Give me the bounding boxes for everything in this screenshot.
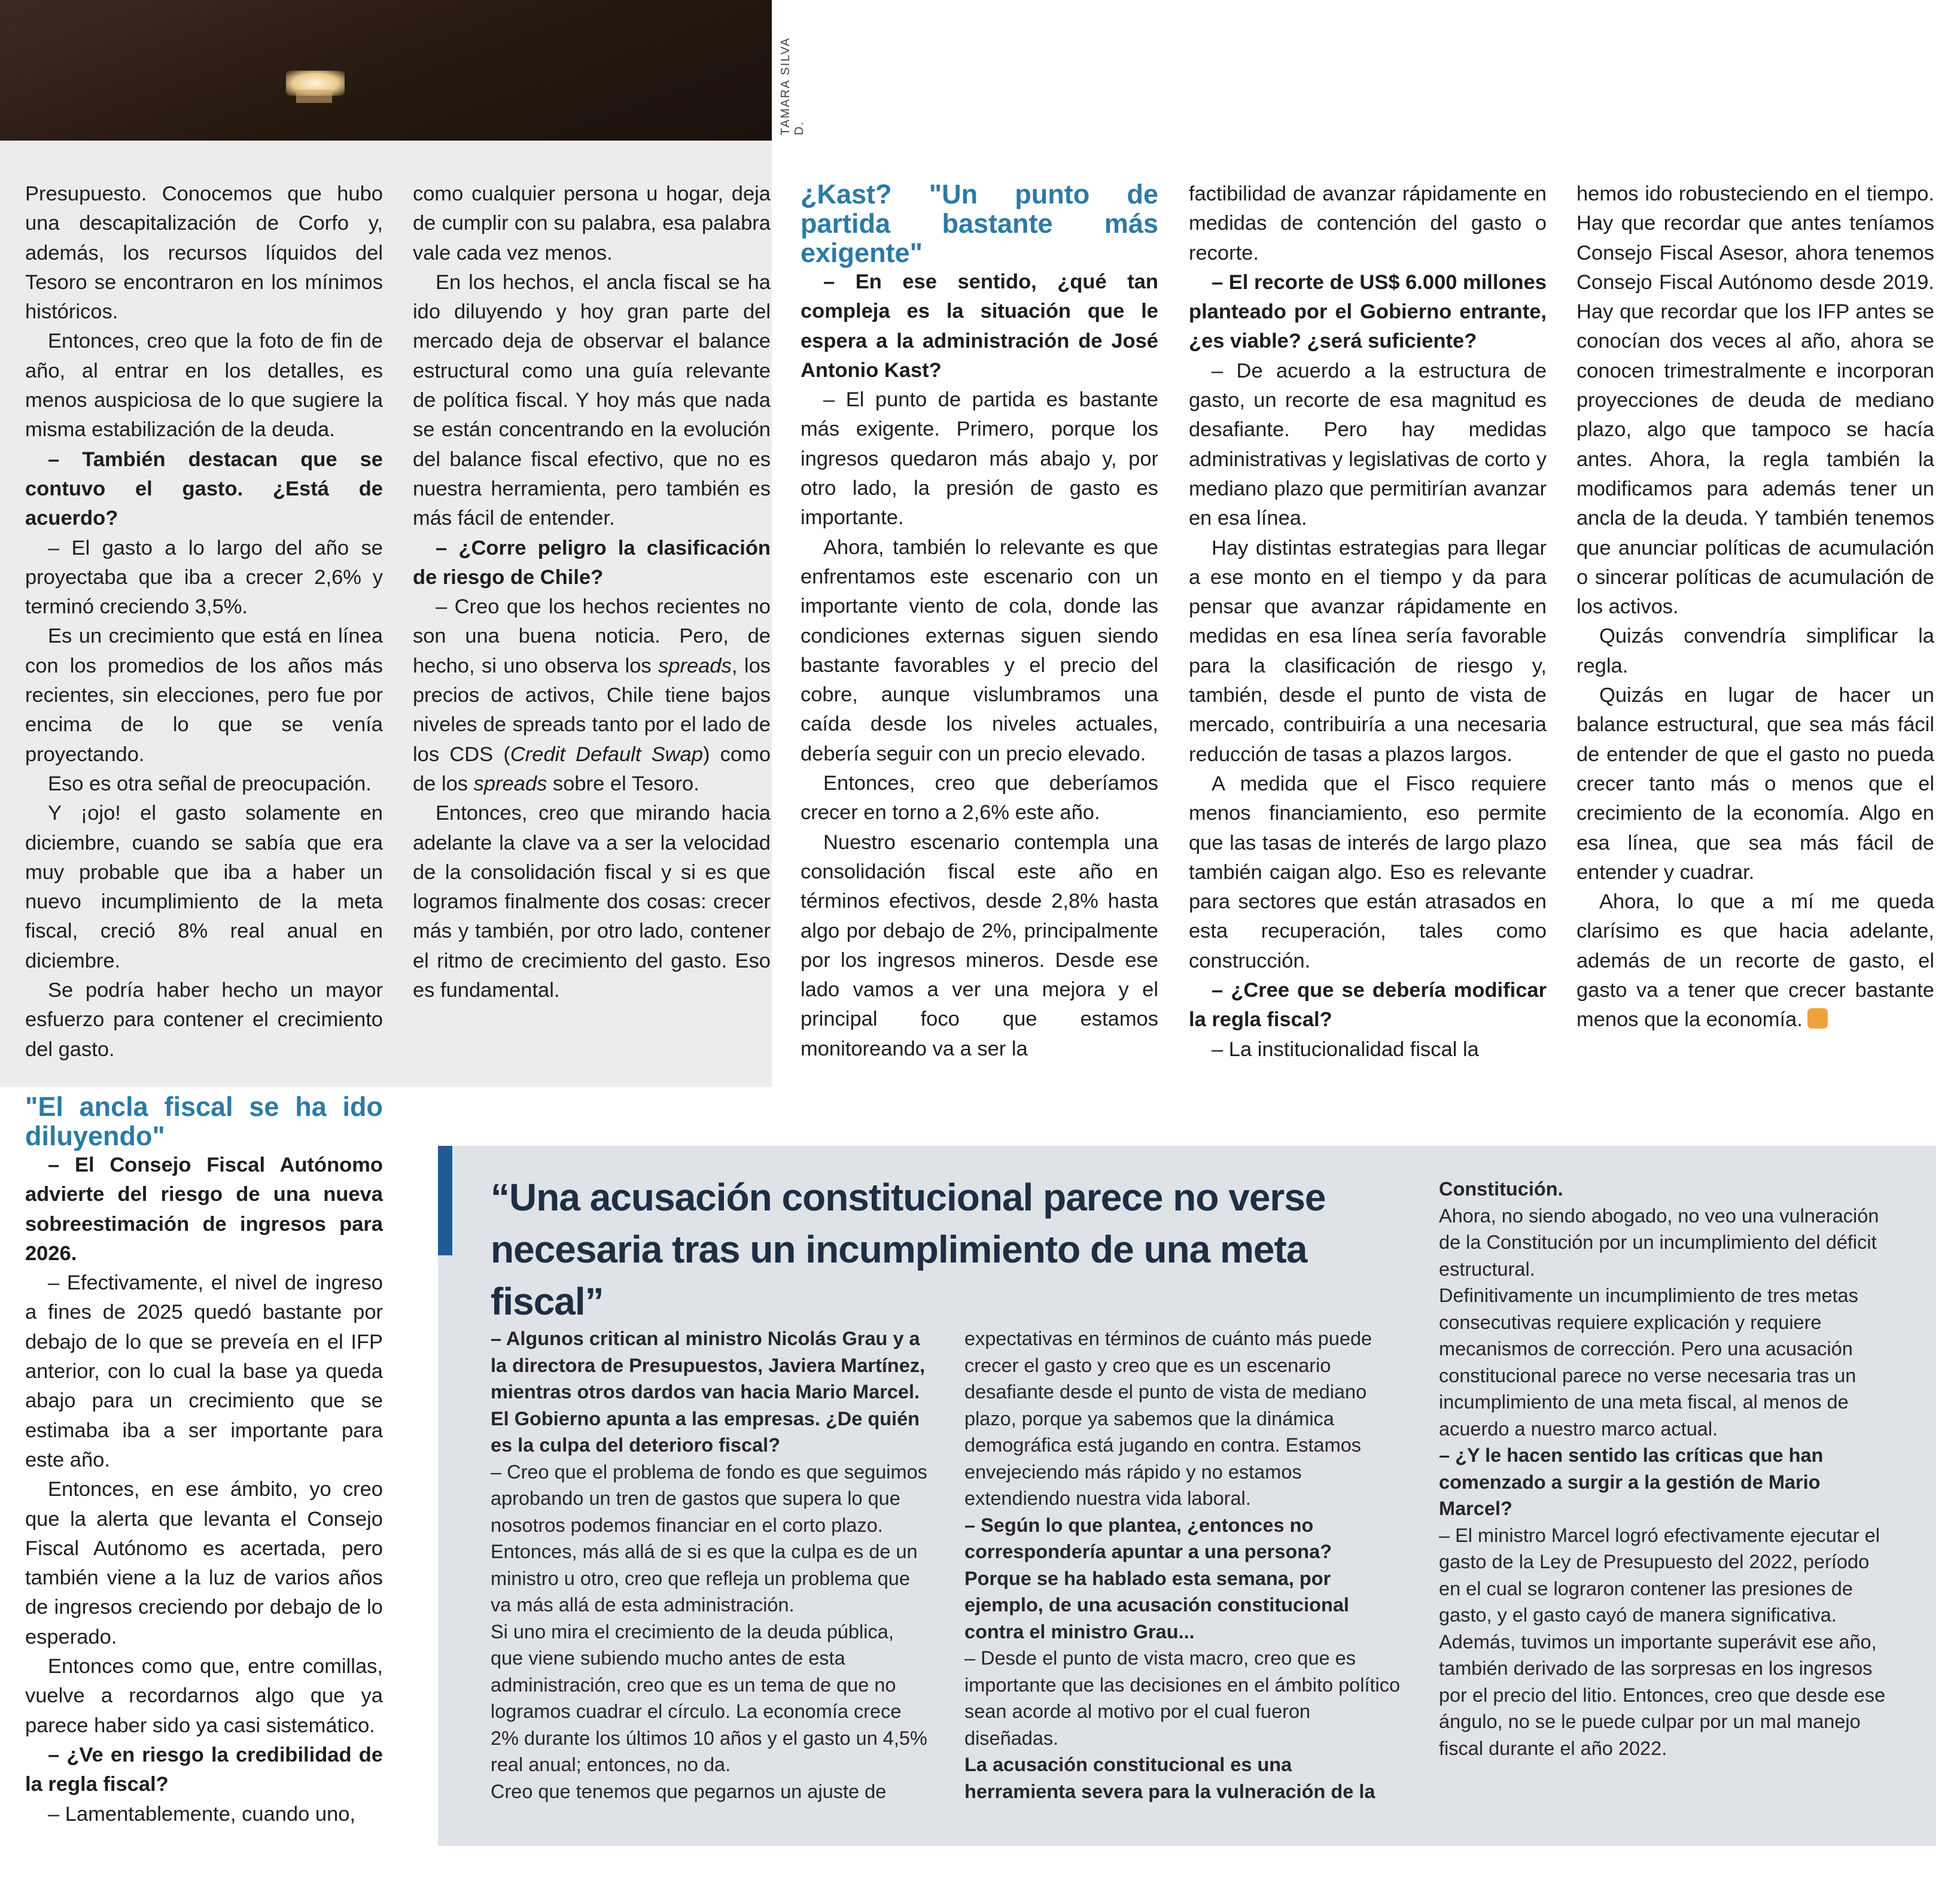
paragraph: Entonces como que, entre comillas, vuelve a recordarnos algo que ya parece haber sido ya casi sistemático. <box>25 1655 383 1737</box>
box-column-3 <box>1439 1176 1894 1762</box>
paragraph: – La institucionalidad fiscal la <box>1212 1038 1479 1061</box>
paragraph: – El ministro Marcel logró efectivamente ejecutar el gasto de la Ley de Presupuesto del 2022, período en el cual se lograron contener las presiones de gasto, y el gasto cayó de manera significativa. Además, tuvimos un importante superávit ese año, también derivado de las sorpresas en los ingresos por el precio del litio. Entonces, creo que desde ese ángulo, no se le puede culpar por un mal manejo fiscal durante el año 2022. <box>1439 1524 1886 1759</box>
question: – También destacan que se contuvo el gasto. ¿Está de acuerdo? <box>25 448 383 530</box>
article-photo <box>0 0 772 141</box>
paragraph: En los hechos, el ancla fiscal se ha ido diluyendo y hoy gran parte del mercado deja de observar el balance estructural como una guía relevante de política fiscal. Y hoy más que nada se están concentrando en la evolución del balance fiscal efectivo, que no es nuestra herramienta, pero también es más fácil de entender. <box>413 270 771 530</box>
column-3 <box>801 180 1158 1064</box>
paragraph: Ahora, también lo relevante es que enfrentamos este escenario con un importante viento de cola, donde las condiciones externas siguen siendo bastante favorables y el precio del cobre, aunque vislumbramos una caída desde los niveles actuales, debería seguir con un precio elevado. <box>801 536 1158 765</box>
paragraph: A medida que el Fisco requiere menos financiamiento, eso permite que las tasas de interés de largo plazo también caigan algo. Eso es relevante para sectores que están atrasados en esta recuperación, tales como construcción. <box>1189 772 1547 972</box>
paragraph: – Creo que los hechos recientes no son una buena noticia. Pero, de hecho, si uno observa los spreads, los precios de activos, Chile tiene bajos niveles de spreads tanto por el lado de los CDS (Credit Default Swap) como de los spreads sobre el Tesoro. <box>413 595 771 795</box>
paragraph: Es un crecimiento que está en línea con los promedios de los años más recientes, sin elecciones, pero fue por encima de lo que se venía proyectando. <box>25 625 383 766</box>
question: – ¿Y le hacen sentido las críticas que han comenzado a surgir a la gestión de Mario Marcel? <box>1439 1444 1824 1519</box>
paragraph: expectativas en términos de cuánto más puede crecer el gasto y creo que es un escenario desafiante desde el punto de vista de mediano plazo, porque ya sabemos que la dinámica demográfica está jugando en contra. Estamos envejeciendo más rápido y no estamos extendiendo nuestra vida laboral. <box>964 1328 1372 1509</box>
paragraph: Ahora, no siendo abogado, no veo una vulneración de la Constitución por un incumplimiento del déficit estructural. <box>1439 1204 1879 1280</box>
paragraph: factibilidad de avanzar rápidamente en medidas de contención del gasto o recorte. <box>1189 182 1547 264</box>
end-mark-icon <box>1807 1008 1828 1029</box>
column-4 <box>1189 180 1547 1064</box>
paragraph: Definitivamente un incumplimiento de tres metas consecutivas requiere explicación y requiere mecanismos de corrección. Pero una acusación constitucional parece no verse necesaria tras un incumplimiento de una meta fiscal, al menos de acuerdo a nuestro marco actual. <box>1439 1285 1858 1440</box>
headline-accent-bar <box>438 1146 452 1255</box>
column-1 <box>25 180 383 1064</box>
paragraph: Se podría haber hecho un mayor esfuerzo para contener el crecimiento del gasto. <box>25 979 383 1061</box>
box-column-2 <box>964 1325 1401 1805</box>
paragraph: Entonces, creo que mirando hacia adelante la clave va a ser la velocidad de la consolidación fiscal y si es que logramos finalmente dos cosas: crecer más y también, por otro lado, contener el ritmo de crecimiento del gasto. Eso es fundamental. <box>413 802 771 1002</box>
paragraph: Quizás en lugar de hacer un balance estructural, que sea más fácil de entender de que el gasto no pueda crecer tanto más o menos que el crecimiento de la economía. Algo en esa línea, que sea más fácil de entender y cuadrar. <box>1576 684 1934 884</box>
question: – Algunos critican al ministro Nicolás Grau y a la directora de Presupuestos, Javiera Martínez, mientras otros dardos van hacia Mario Marcel. El Gobierno apunta a las empresas. ¿De quién es la culpa del deterioro fiscal? <box>491 1328 926 1456</box>
paragraph: – Desde el punto de vista macro, creo que es importante que las decisiones en el ámbito político sean acorde al motivo por el cual fueron diseñadas. <box>964 1647 1401 1749</box>
paragraph: Entonces, en ese ámbito, yo creo que la alerta que levanta el Consejo Fiscal Autónomo es acertada, pero también viene a la luz de varios años de ingresos creciendo por debajo de lo esperado. <box>25 1478 383 1648</box>
column-6 <box>25 1092 383 1829</box>
question: – ¿Corre peligro la clasificación de riesgo de Chile? <box>413 536 771 589</box>
paragraph: – Lamentablemente, cuando uno, <box>48 1802 356 1826</box>
paragraph: – El gasto a lo largo del año se proyectaba que iba a crecer 2,6% y terminó creciendo 3,5%. <box>25 536 383 619</box>
paragraph: como cualquier persona u hogar, deja de cumplir con su palabra, esa palabra vale cada vez menos. <box>413 182 771 264</box>
paragraph: – Efectivamente, el nivel de ingreso a fines de 2025 quedó bastante por debajo de lo que se preveía en el IFP anterior, con lo cual la base ya queda abajo para un crecimiento que se estimaba iba a ser importante para este año. <box>25 1271 383 1471</box>
lamp-glow <box>296 90 332 103</box>
paragraph: hemos ido robusteciendo en el tiempo. Hay que recordar que antes teníamos Consejo Fiscal Asesor, ahora tenemos Consejo Fiscal Autónomo desde 2019. Hay que recordar que los IFP antes se conocían dos veces al año, ahora se conocen trimestralmente e incorporan proyecciones de deuda de mediano plazo, algo que tampoco se hacía antes. Ahora, la regla también la modificamos para además tener un ancla de la deuda. Y también tenemos que anunciar políticas de acumulación o sincerar políticas de acumulación de los activos. <box>1576 182 1934 619</box>
paragraph: Ahora, lo que a mí me queda clarísimo es que hacia adelante, además de un recorte de gasto, el gasto va a tener que crecer bastante menos que la economía.S <box>1576 887 1934 1035</box>
question: – El Consejo Fiscal Autónomo advierte del riesgo de una nueva sobreestimación de ingresos para 2026. <box>25 1154 383 1265</box>
paragraph: Hay distintas estrategias para llegar a ese monto en el tiempo y da para pensar que avanzar rápidamente en medidas en esa línea sería favorable para la clasificación de riesgo y, también, desde el punto de vista de mercado, contribuiría a una necesaria reducción de tasas a plazos largos. <box>1189 536 1547 766</box>
question: – ¿Ve en riesgo la credibilidad de la regla fiscal? <box>25 1743 383 1796</box>
question: – Según lo que plantea, ¿entonces no correspondería apuntar a una persona? Porque se ha hablado esta semana, por ejemplo, de una acusación constitucional contra el ministro Grau... <box>964 1514 1349 1642</box>
photo-credit: TAMARA SILVA D. <box>779 38 806 135</box>
box-headline: “Una acusación constitucional parece no verse necesaria tras un incumplimiento de una meta fiscal” <box>491 1176 1326 1323</box>
question: – El recorte de US$ 6.000 millones planteado por el Gobierno entrante, ¿es viable? ¿será suficiente? <box>1189 270 1547 353</box>
question: – En ese sentido, ¿qué tan compleja es la situación que le espera a la administración de José Antonio Kast? <box>801 270 1158 382</box>
paragraph: – Creo que el problema de fondo es que seguimos aprobando un tren de gastos que supera lo que nosotros podemos financiar en el corto plazo. <box>491 1461 927 1536</box>
paragraph: Eso es otra señal de preocupación. <box>48 772 372 795</box>
section-heading: "El ancla fiscal se ha ido diluyendo" <box>25 1091 383 1151</box>
paragraph: Si uno mira el crecimiento de la deuda pública, que viene subiendo mucho antes de esta administración, creo que es un tema de que no logramos cuadrar el círculo. La economía crece 2% durante los últimos 10 años y el gasto un 4,5% real anual; entonces, no da. <box>491 1620 927 1775</box>
paragraph: Entonces, creo que deberíamos crecer en torno a 2,6% este año. <box>801 772 1158 825</box>
paragraph: Entonces, creo que la foto de fin de año, al entrar en los detalles, es menos auspiciosa de lo que sugiere la misma estabilización de la deuda. <box>25 330 383 442</box>
paragraph: – De acuerdo a la estructura de gasto, un recorte de esa magnitud es desafiante. Pero hay medidas administrativas y legislativas de corto y mediano plazo que permitirían avanzar en esa línea. <box>1189 359 1547 530</box>
paragraph: Entonces, más allá de si es que la culpa es de un ministro u otro, creo que refleja un problema que va más allá de esta administración. <box>491 1541 918 1616</box>
paragraph: Nuestro escenario contempla una consolidación fiscal este año en términos efectivos, desde 2,8% hasta algo por debajo de 2%, principalmente por los ingresos mineros. Desde ese lado vamos a ver una mejora y el principal foco que estamos monitoreando va a ser la <box>801 831 1158 1060</box>
paragraph: Quizás convendría simplificar la regla. <box>1576 625 1934 677</box>
column-5 <box>1576 180 1934 1035</box>
question: Constitución. <box>1439 1178 1563 1200</box>
paragraph: Y ¡ojo! el gasto solamente en diciembre, cuando se sabía que era muy probable que iba a haber un nuevo incumplimiento de la meta fiscal, creció 8% real anual en diciembre. <box>25 802 383 972</box>
column-2 <box>413 180 771 1005</box>
paragraph: – El punto de partida es bastante más exigente. Primero, porque los ingresos quedaron más abajo y, por otro lado, la presión de gasto es importante. <box>801 388 1158 530</box>
paragraph: Presupuesto. Conocemos que hubo una descapitalización de Corfo y, además, los recursos líquidos del Tesoro se encontraron en los mínimos históricos. <box>25 182 383 324</box>
question: La acusación constitucional es una herramienta severa para la vulneración de la <box>964 1754 1375 1802</box>
question: – ¿Cree que se debería modificar la regla fiscal? <box>1189 979 1547 1032</box>
box-column-1 <box>491 1325 927 1805</box>
section-heading: ¿Kast? "Un punto de partida bastante más exigente" <box>801 179 1158 268</box>
paragraph: Creo que tenemos que pegarnos un ajuste de <box>491 1780 887 1802</box>
